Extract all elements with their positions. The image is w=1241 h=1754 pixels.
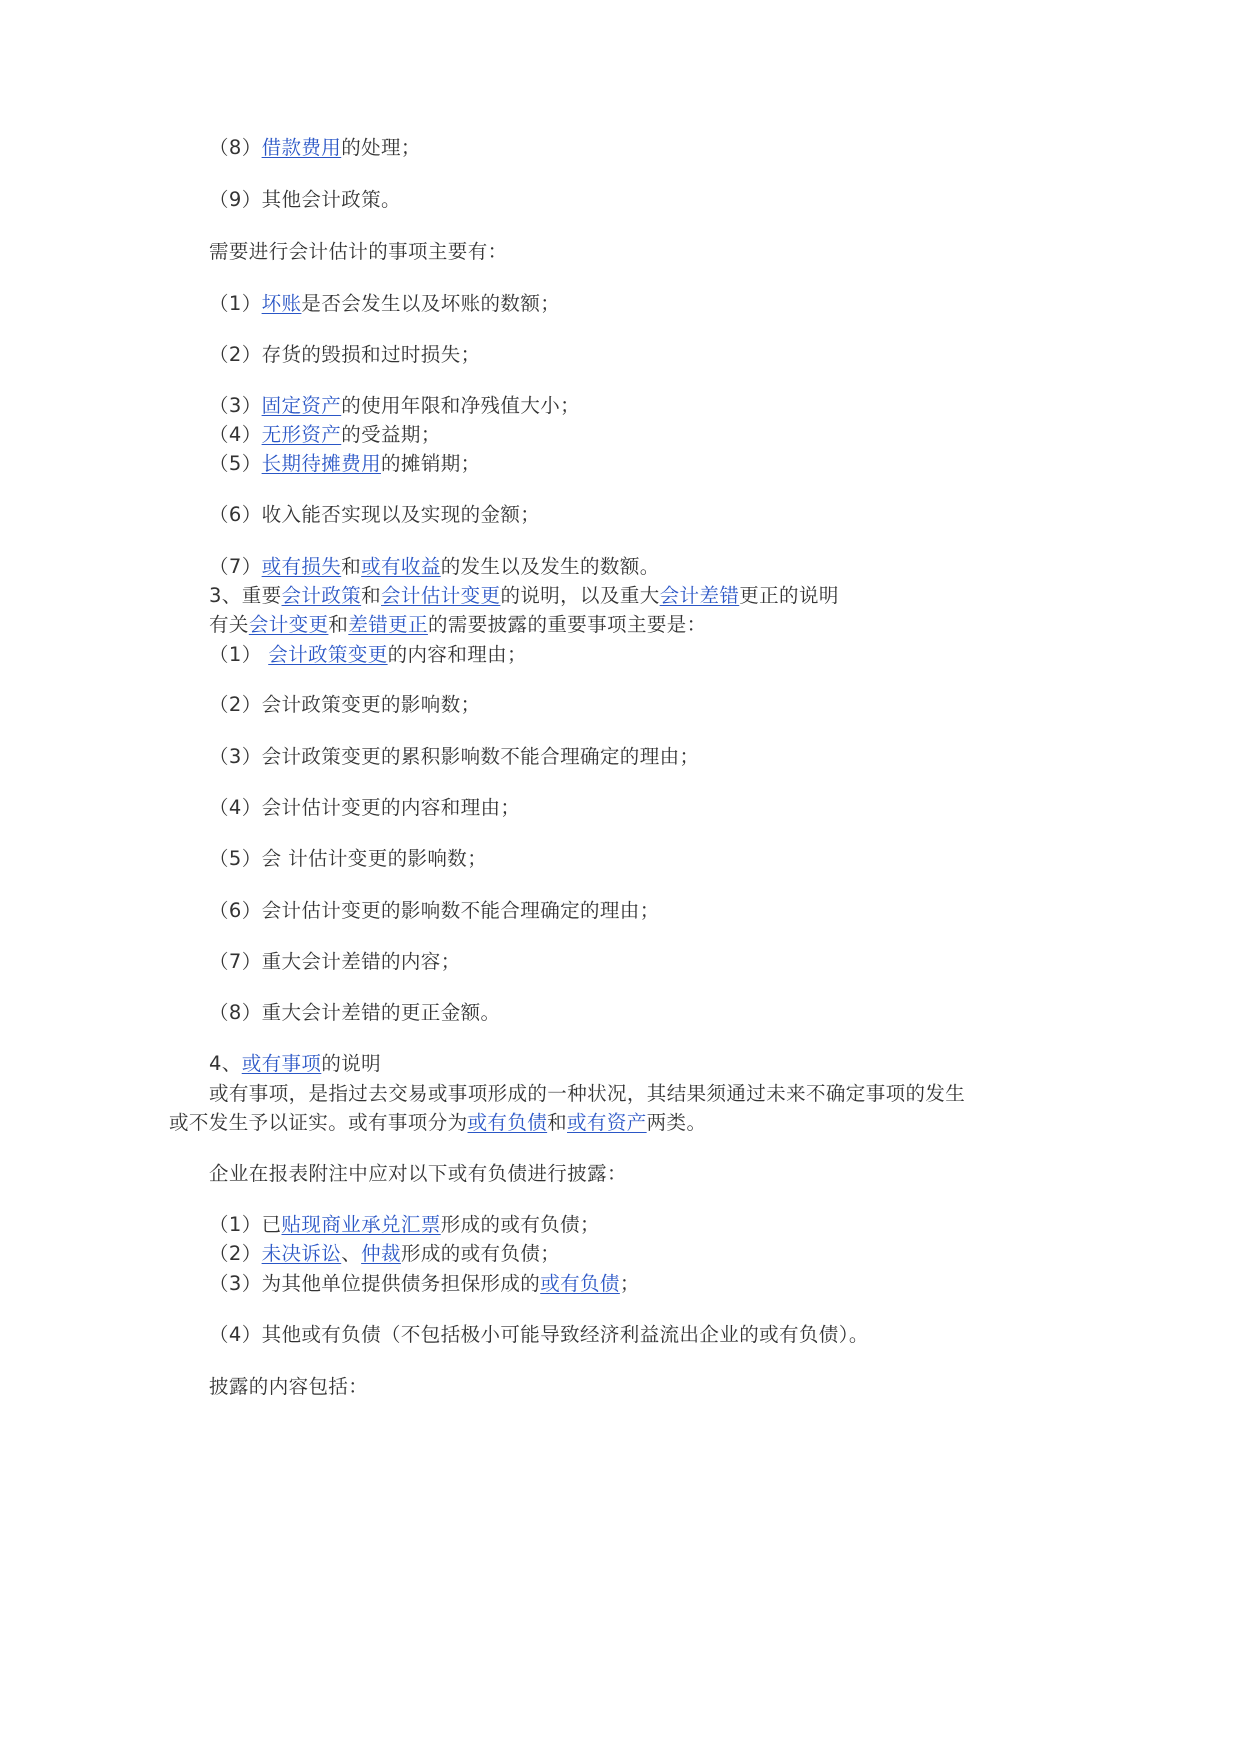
text-line-disclosure-item-1 — [209, 642, 527, 668]
term-link[interactable]: 未决诉讼 — [261, 1242, 342, 1265]
text-segment: 需要进行会计估计的事项主要有： — [209, 240, 508, 263]
text-segment: （7） — [209, 555, 262, 578]
text-segment: （4）其他或有负债（不包括极小可能导致经济利益流出企业的或有负债）。 — [209, 1323, 869, 1346]
text-segment: ； — [619, 1272, 640, 1295]
text-segment: 的说明 — [321, 1052, 382, 1075]
text-segment: 、 — [341, 1242, 362, 1265]
text-segment: （1）已 — [209, 1213, 282, 1236]
term-link[interactable]: 无形资产 — [261, 423, 342, 446]
text-segment: （7）重大会计差错的内容； — [209, 950, 461, 973]
text-segment: 的内容和理由； — [387, 643, 527, 666]
text-segment: （8） — [209, 136, 262, 159]
term-link[interactable]: 贴现商业承兑汇票 — [281, 1213, 441, 1236]
term-link[interactable]: 会计估计变更 — [381, 584, 501, 607]
text-segment: （3）为其他单位提供债务担保形成的 — [209, 1272, 541, 1295]
term-link[interactable]: 长期待摊费用 — [261, 452, 382, 475]
text-line-disclosure-item-7 — [209, 949, 461, 975]
text-segment: （5）会 计估计变更的影响数； — [209, 847, 488, 870]
term-link[interactable]: 或有事项 — [241, 1052, 322, 1075]
text-line-estimate-item-7 — [209, 554, 660, 580]
text-line-estimate-item-1 — [209, 291, 560, 317]
term-link[interactable]: 会计差错 — [659, 584, 740, 607]
text-segment: （4）会计估计变更的内容和理由； — [209, 796, 521, 819]
text-segment: 的说明，以及重大 — [500, 584, 660, 607]
term-link[interactable]: 会计政策变更 — [268, 643, 388, 666]
text-segment: 两类。 — [646, 1111, 707, 1134]
text-segment: （2）会计政策变更的影响数； — [209, 693, 481, 716]
text-segment: 的需要披露的重要事项主要是： — [427, 613, 707, 636]
term-link[interactable]: 固定资产 — [261, 394, 342, 417]
text-segment: （9）其他会计政策。 — [209, 188, 401, 211]
text-segment: 和 — [547, 1111, 568, 1134]
text-line-estimate-item-3 — [209, 393, 580, 419]
text-line-disclosure-item-6 — [209, 898, 660, 924]
term-link[interactable]: 或有收益 — [361, 555, 441, 578]
text-segment: 的受益期； — [341, 423, 441, 446]
text-segment: （8）重大会计差错的更正金额。 — [209, 1001, 501, 1024]
text-segment: （4） — [209, 423, 262, 446]
text-line-disclosure-item-2 — [209, 692, 481, 718]
text-segment: 是否会发生以及坏账的数额； — [301, 292, 561, 315]
text-segment: 的摊销期； — [381, 452, 481, 475]
text-line-contingency-definition-1 — [209, 1081, 965, 1107]
text-line-section-4-heading — [209, 1051, 381, 1077]
text-segment: 的使用年限和净残值大小； — [341, 394, 581, 417]
text-line-disclosure-item-3 — [209, 744, 699, 770]
term-link[interactable]: 仲裁 — [361, 1242, 401, 1265]
text-line-liability-item-2 — [209, 1241, 560, 1267]
text-segment: 和 — [341, 555, 362, 578]
term-link[interactable]: 差错更正 — [348, 613, 428, 636]
text-segment: 形成的或有负债； — [440, 1213, 600, 1236]
text-segment: 或不发生予以证实。或有事项分为 — [169, 1111, 468, 1134]
term-link[interactable]: 会计政策 — [281, 584, 362, 607]
text-segment: （3）会计政策变更的累积影响数不能合理确定的理由； — [209, 745, 700, 768]
text-segment: （1） — [209, 292, 262, 315]
text-line-policy-item-9 — [209, 187, 401, 213]
text-line-contingency-definition-2 — [169, 1110, 706, 1136]
text-line-estimate-item-4 — [209, 422, 441, 448]
text-segment: 的发生以及发生的数额。 — [440, 555, 660, 578]
text-line-estimate-item-6 — [209, 502, 540, 528]
term-link[interactable]: 或有损失 — [261, 555, 342, 578]
text-line-section-3-heading — [209, 583, 839, 609]
term-link[interactable]: 坏账 — [261, 292, 302, 315]
term-link[interactable]: 借款费用 — [261, 136, 342, 159]
text-segment: 披露的内容包括： — [209, 1375, 369, 1398]
text-segment: 或有事项，是指过去交易或事项形成的一种状况，其结果须通过未来不确定事项的发生 — [209, 1082, 966, 1105]
text-segment: （1） — [209, 643, 269, 666]
text-segment: 的处理； — [341, 136, 421, 159]
text-segment: 3、重要 — [209, 584, 282, 607]
term-link[interactable]: 或有负债 — [540, 1272, 620, 1295]
text-segment: （5） — [209, 452, 262, 475]
text-line-estimate-intro — [209, 239, 508, 265]
term-link[interactable]: 或有负债 — [467, 1111, 548, 1134]
text-segment: （3） — [209, 394, 262, 417]
text-line-liability-item-1 — [209, 1212, 600, 1238]
text-segment: 形成的或有负债； — [400, 1242, 561, 1265]
text-segment: （6）会计估计变更的影响数不能合理确定的理由； — [209, 899, 660, 922]
text-segment: （2） — [209, 1242, 262, 1265]
text-line-liability-item-4 — [209, 1322, 869, 1348]
text-segment: 和 — [361, 584, 382, 607]
text-line-estimate-item-2 — [209, 342, 481, 368]
text-line-policy-item-8 — [209, 135, 421, 161]
text-segment: （2）存货的毁损和过时损失； — [209, 343, 481, 366]
text-segment: 4、 — [209, 1052, 242, 1075]
text-segment: 有关 — [209, 613, 249, 636]
text-line-estimate-item-5 — [209, 451, 481, 477]
text-segment: 和 — [328, 613, 349, 636]
term-link[interactable]: 会计变更 — [248, 613, 329, 636]
term-link[interactable]: 或有资产 — [567, 1111, 647, 1134]
text-segment: 更正的说明 — [739, 584, 839, 607]
text-line-disclosure-item-4 — [209, 795, 520, 821]
text-line-section-3-intro — [209, 612, 707, 638]
text-segment: 企业在报表附注中应对以下或有负债进行披露： — [209, 1162, 627, 1185]
text-line-disclosure-content-intro — [209, 1374, 368, 1400]
text-line-disclosure-item-5 — [209, 846, 487, 872]
text-line-disclosure-item-8 — [209, 1000, 500, 1026]
text-segment: （6）收入能否实现以及实现的金额； — [209, 503, 541, 526]
text-line-liability-intro — [209, 1161, 627, 1187]
text-line-liability-item-3 — [209, 1271, 640, 1297]
